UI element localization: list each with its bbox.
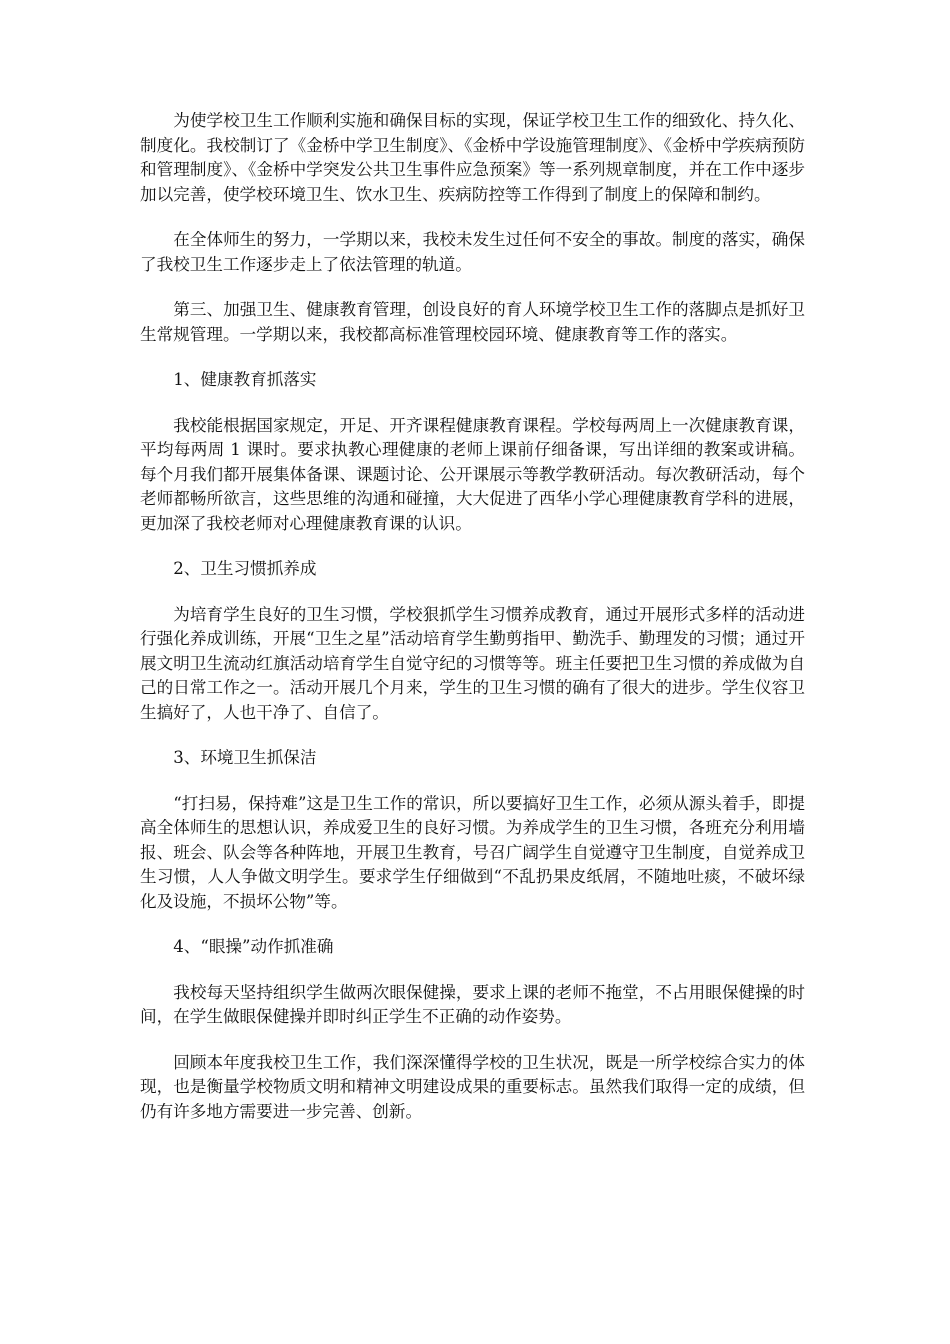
paragraph-health-management: 第三、加强卫生、健康教育管理，创设良好的育人环境学校卫生工作的落脚点是抓好卫生常规管理。一学期以来，我校都高标准管理校园环境、健康教育等工作的落实。 bbox=[140, 300, 805, 344]
paragraph-regulations: 为使学校卫生工作顺利实施和确保目标的实现，保证学校卫生工作的细致化、持久化、制度化。我校制订了《金桥中学卫生制度》、《金桥中学设施管理制度》、《金桥中学疾病预防和管理制度》、《金桥中学突发公共卫生事件应急预案》等一系列规章制度，并在工作中逐步加以完善，使学校环境卫生、饮水卫生、疾病防控等工作得到了制度上的保障和制约。 bbox=[140, 111, 805, 204]
paragraph-health-education: 我校能根据国家规定，开足、开齐课程健康教育课程。学校每两周上一次健康教育课，平均每两周 1 课时。要求执教心理健康的老师上课前仔细备课，写出详细的教案或讲稿。每个月我们都开展集体备课、课题讨论、公开课展示等教学教研活动。每次教研活动，每个老师都畅所欲言，这些思维的沟通和碰撞，大大促进了西华小学心理健康教育学科的进展，更加深了我校老师对心理健康教育课的认识。 bbox=[140, 415, 805, 533]
section-heading-environment: 3、环境卫生抓保洁 bbox=[173, 748, 317, 767]
paragraph-environment: “打扫易，保持难”这是卫生工作的常识，所以要搞好卫生工作，必须从源头着手，即提高全体师生的思想认识，养成爱卫生的良好习惯。为养成学生的卫生习惯，各班充分利用墙报、班会、队会等各种阵地，开展卫生教育，号召广阔学生自觉遵守卫生制度，自觉养成卫生习惯，人人争做文明学生。要求学生仔细做到“不乱扔果皮纸屑，不随地吐痰，不破坏绿化及设施，不损坏公物”等。 bbox=[140, 793, 805, 911]
paragraph-safety: 在全体师生的努力，一学期以来，我校未发生过任何不安全的事故。制度的落实，确保了我校卫生工作逐步走上了依法管理的轨道。 bbox=[140, 230, 805, 274]
section-heading-hygiene-habits: 2、卫生习惯抓养成 bbox=[173, 559, 317, 578]
document-body bbox=[140, 109, 805, 1145]
paragraph-review: 回顾本年度我校卫生工作，我们深深懂得学校的卫生状况，既是一所学校综合实力的体现，也是衡量学校物质文明和精神文明建设成果的重要标志。虽然我们取得一定的成绩，但仍有许多地方需要进一步完善、创新。 bbox=[140, 1052, 805, 1121]
section-heading-health-education: 1、健康教育抓落实 bbox=[173, 370, 317, 389]
paragraph-eye-exercises: 我校每天坚持组织学生做两次眼保健操，要求上课的老师不拖堂，不占用眼保健操的时间，在学生做眼保健操并即时纠正学生不正确的动作姿势。 bbox=[140, 982, 805, 1026]
paragraph-hygiene-habits: 为培育学生良好的卫生习惯，学校狠抓学生习惯养成教育，通过开展形式多样的活动进行强化养成训练，开展“卫生之星”活动培育学生勤剪指甲、勤洗手、勤理发的习惯；通过开展文明卫生流动红旗活动培育学生自觉守纪的习惯等等。班主任要把卫生习惯的养成做为自己的日常工作之一。活动开展几个月来，学生的卫生习惯的确有了很大的进步。学生仪容卫生搞好了，人也干净了、自信了。 bbox=[140, 604, 805, 722]
section-heading-eye-exercises: 4、“眼操”动作抓准确 bbox=[173, 937, 334, 956]
